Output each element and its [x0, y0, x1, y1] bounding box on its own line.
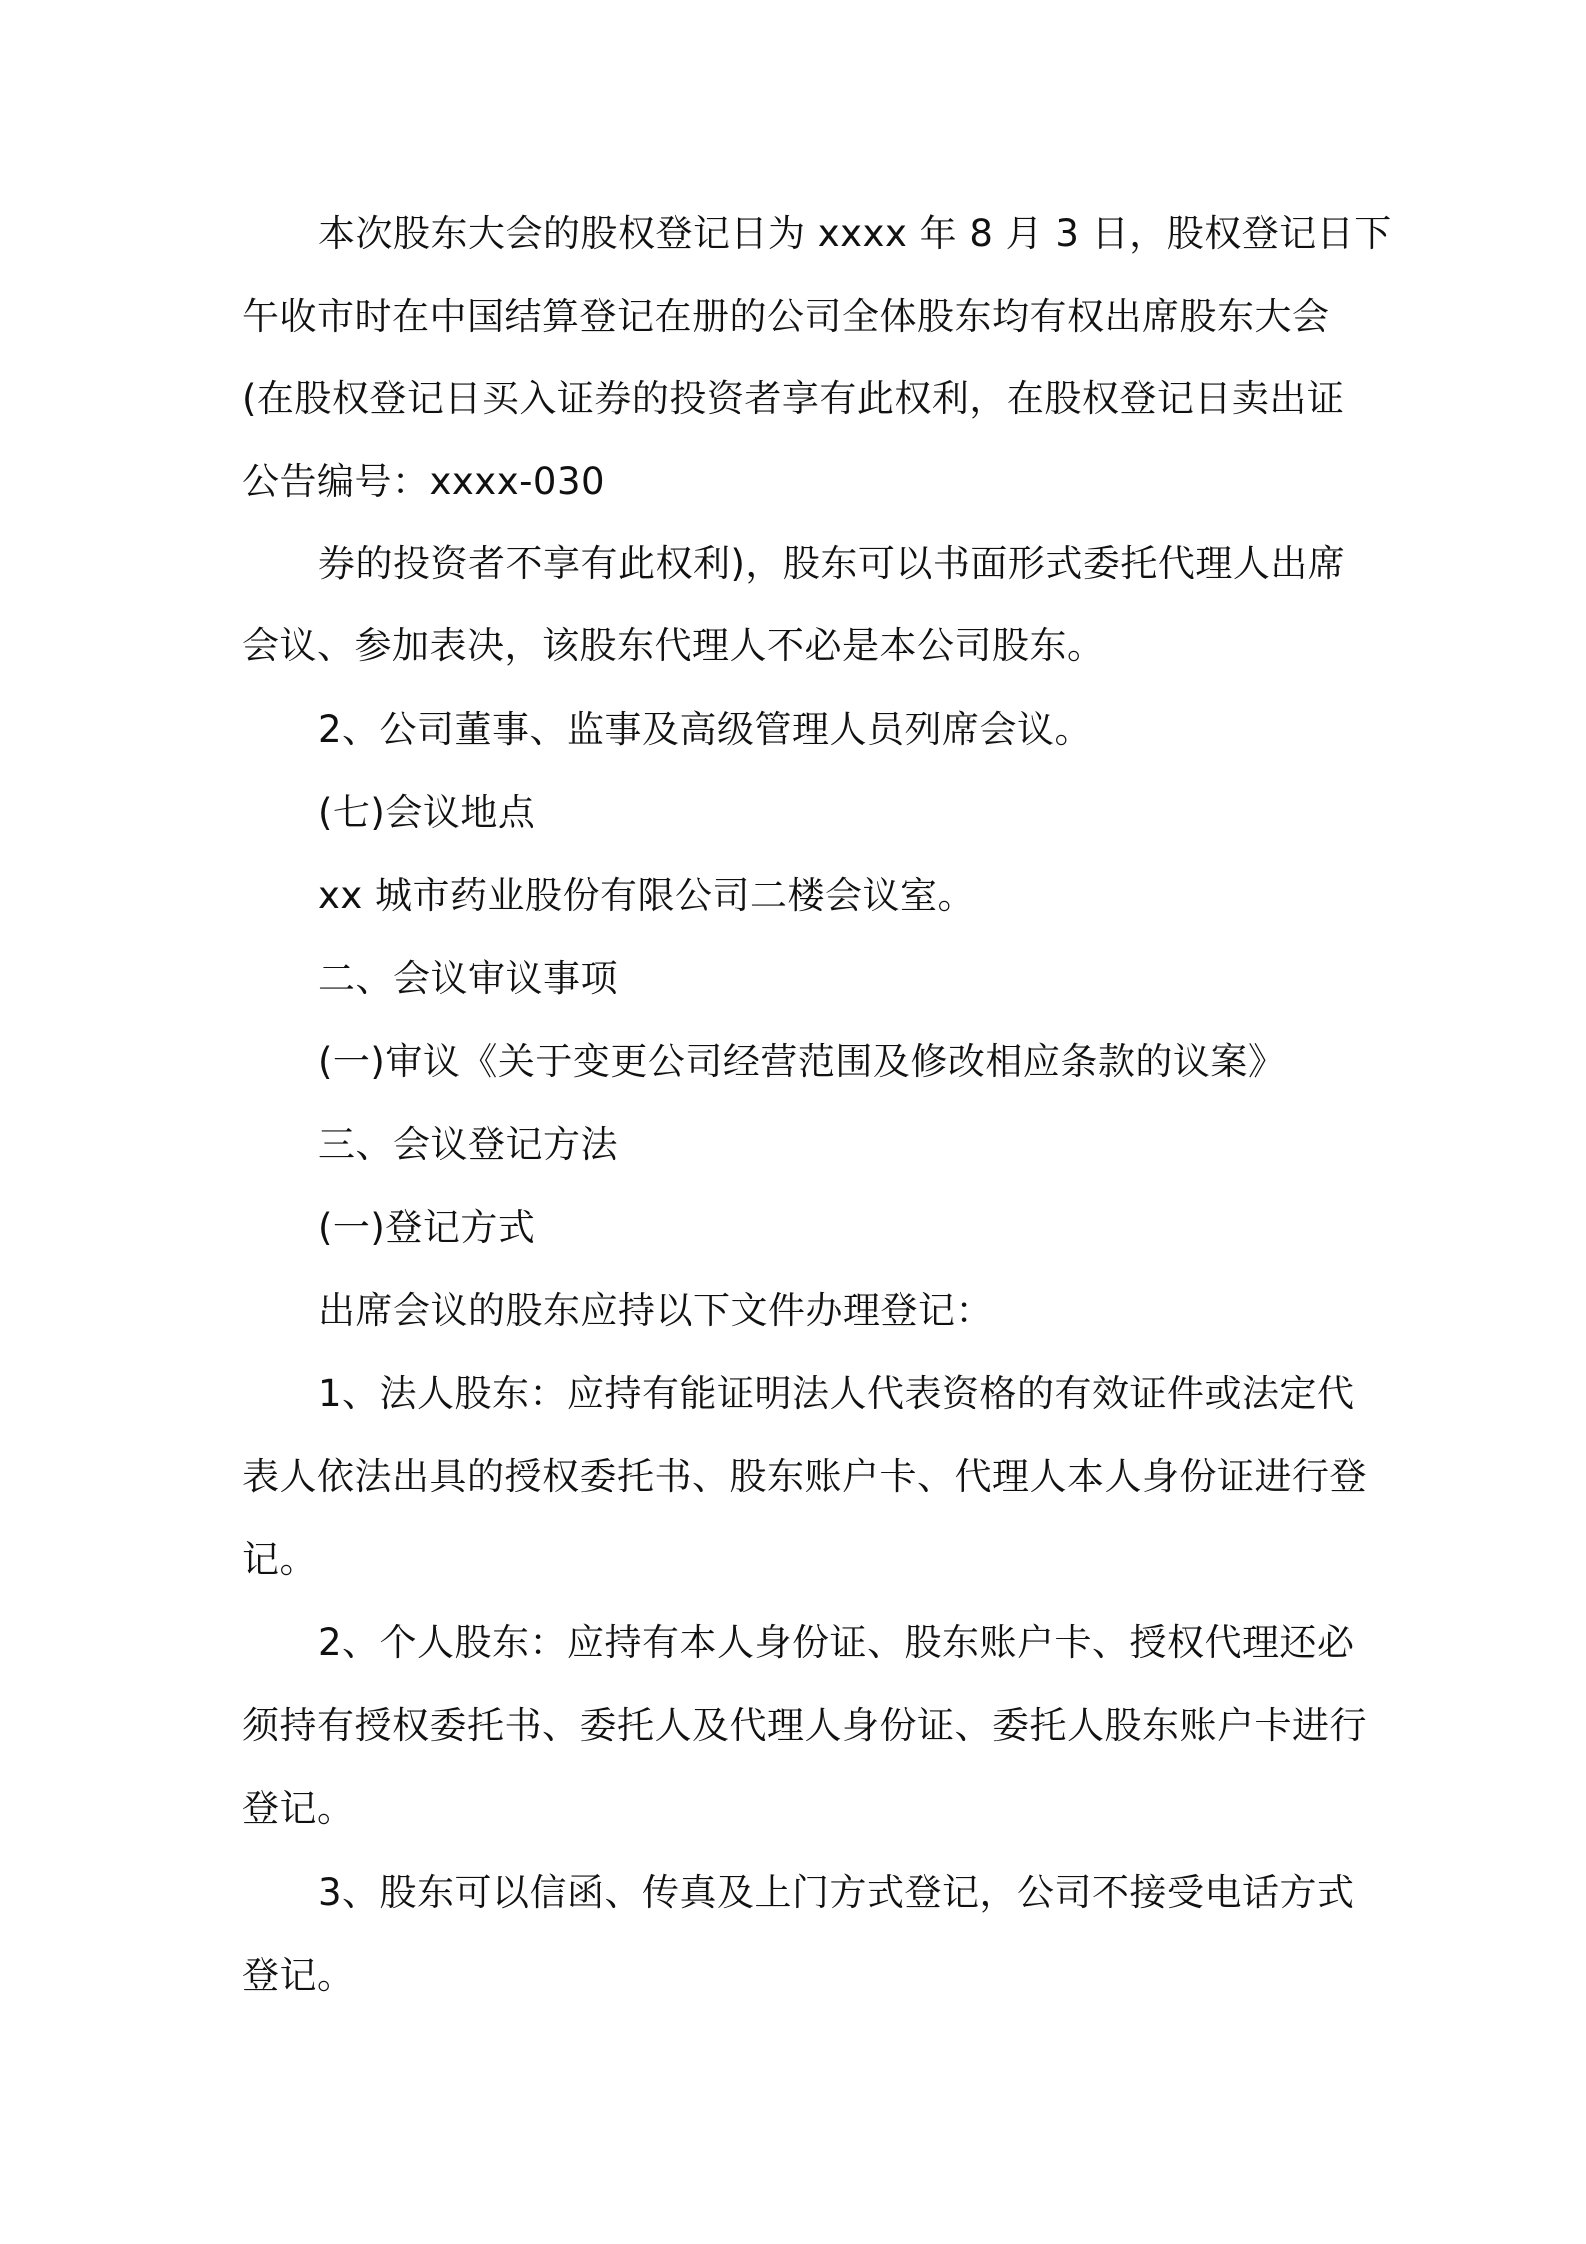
announcement-number: 公告编号：xxxx-030	[242, 460, 606, 503]
paragraph-line: 出席会议的股东应持以下文件办理登记：	[318, 1289, 993, 1332]
section-heading: 二、会议审议事项	[318, 957, 618, 1000]
paragraph-line: 券的投资者不享有此权利)，股东可以书面形式委托代理人出席	[318, 542, 1346, 585]
paragraph-line: (在股权登记日买入证券的投资者享有此权利，在股权登记日卖出证	[242, 377, 1345, 420]
paragraph-line: 会议、参加表决，该股东代理人不必是本公司股东。	[242, 624, 1105, 667]
paragraph-line: 记。	[242, 1538, 317, 1581]
section-heading: (七)会议地点	[318, 791, 536, 834]
paragraph-line: 2、公司董事、监事及高级管理人员列席会议。	[318, 708, 1093, 751]
paragraph-line: 表人依法出具的授权委托书、股东账户卡、代理人本人身份证进行登	[242, 1455, 1367, 1498]
paragraph-line: 登记。	[242, 1787, 355, 1830]
paragraph-line: 本次股东大会的股权登记日为 xxxx 年 8 月 3 日，股权登记日下	[318, 212, 1392, 255]
paragraph-line: 3、股东可以信函、传真及上门方式登记，公司不接受电话方式	[318, 1871, 1355, 1914]
paragraph-line: 2、个人股东：应持有本人身份证、股东账户卡、授权代理还必	[318, 1621, 1355, 1664]
paragraph-line: 午收市时在中国结算登记在册的公司全体股东均有权出席股东大会	[242, 295, 1330, 338]
paragraph-line: 须持有授权委托书、委托人及代理人身份证、委托人股东账户卡进行	[242, 1704, 1367, 1747]
section-heading: (一)登记方式	[318, 1206, 536, 1249]
section-heading: 三、会议登记方法	[318, 1123, 618, 1166]
paragraph-line: 1、法人股东：应持有能证明法人代表资格的有效证件或法定代	[318, 1372, 1355, 1415]
paragraph-line: 登记。	[242, 1954, 355, 1997]
paragraph-line: (一)审议《关于变更公司经营范围及修改相应条款的议案》	[318, 1040, 1286, 1083]
paragraph-line: xx 城市药业股份有限公司二楼会议室。	[318, 874, 976, 917]
